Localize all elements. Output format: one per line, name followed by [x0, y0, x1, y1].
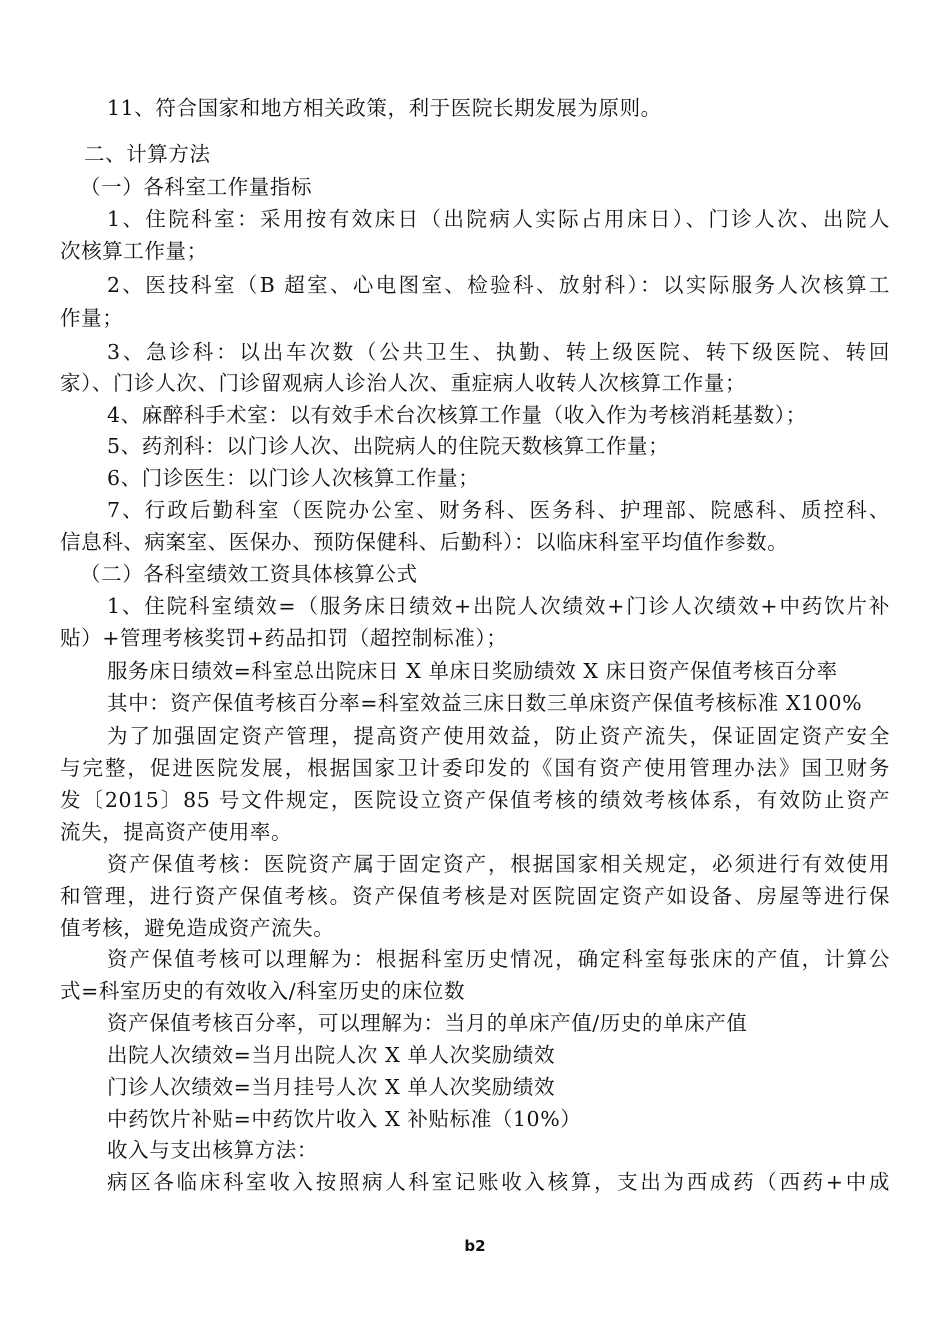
- text-line: 为了加强固定资产管理，提高资产使用效益，防止资产流失，保证固定资产安全: [107, 724, 890, 748]
- text-line: 次核算工作量；: [60, 239, 208, 263]
- text-line: 3、急诊科：以出车次数（公共卫生、执勤、转上级医院、转下级医院、转回: [107, 340, 890, 364]
- text-line: 7、行政后勤科室（医院办公室、财务科、医务科、护理部、院感科、质控科、: [107, 498, 890, 522]
- text-line: 值考核，避免造成资产流失。: [60, 916, 335, 940]
- subsection-heading: （二）各科室绩效工资具体核算公式: [80, 562, 418, 586]
- text-line: 发〔2015〕85 号文件规定，医院设立资产保值考核的绩效考核体系，有效防止资产: [60, 788, 890, 812]
- text-line: 资产保值考核可以理解为：根据科室历史情况，确定科室每张床的产值，计算公: [107, 947, 890, 971]
- text-line: 流失，提高资产使用率。: [60, 820, 293, 844]
- text-line: 病区各临床科室收入按照病人科室记账收入核算，支出为西成药（西药+中成: [107, 1170, 890, 1194]
- text-line: 11、符合国家和地方相关政策，利于医院长期发展为原则。: [107, 96, 662, 120]
- formula-line: 门诊人次绩效=当月挂号人次 X 单人次奖励绩效: [107, 1075, 556, 1099]
- formula-line: 服务床日绩效=科室总出院床日 X 单床日奖励绩效 X 床日资产保值考核百分率: [107, 659, 838, 683]
- text-line: 1、住院科室：采用按有效床日（出院病人实际占用床日）、门诊人次、出院人: [107, 207, 890, 231]
- subsection-heading: （一）各科室工作量指标: [80, 175, 313, 199]
- section-heading: 二、计算方法: [84, 142, 211, 166]
- text-line: 式=科室历史的有效收入/科室历史的床位数: [60, 979, 466, 1003]
- text-line: 4、麻醉科手术室：以有效手术台次核算工作量（收入作为考核消耗基数）；: [107, 403, 807, 427]
- page-number: b2: [464, 1237, 486, 1255]
- text-line: 6、门诊医生：以门诊人次核算工作量；: [107, 466, 480, 490]
- formula-line: 中药饮片补贴=中药饮片收入 X 补贴标准（10%）: [107, 1107, 582, 1131]
- text-line: 收入与支出核算方法：: [107, 1138, 318, 1162]
- text-line: 家）、门诊人次、门诊留观病人诊治人次、重症病人收转人次核算工作量；: [60, 371, 747, 395]
- formula-line: 资产保值考核百分率，可以理解为：当月的单床产值/历史的单床产值: [107, 1011, 748, 1035]
- text-line: 1、住院科室绩效=（服务床日绩效+出院人次绩效+门诊人次绩效+中药饮片补: [107, 594, 890, 618]
- text-line: 作量；: [60, 306, 124, 330]
- text-line: 5、药剂科：以门诊人次、出院病人的住院天数核算工作量；: [107, 434, 670, 458]
- formula-line: 出院人次绩效=当月出院人次 X 单人次奖励绩效: [107, 1043, 556, 1067]
- text-line: 2、医技科室（B 超室、心电图室、检验科、放射科）：以实际服务人次核算工: [107, 273, 890, 297]
- text-line: 信息科、病案室、医保办、预防保健科、后勤科）：以临床科室平均值作参数。: [60, 530, 789, 554]
- text-line: 和管理，进行资产保值考核。资产保值考核是对医院固定资产如设备、房屋等进行保: [60, 884, 890, 908]
- text-line: 贴）+管理考核奖罚+药品扣罚（超控制标准）；: [60, 626, 508, 650]
- text-line: 与完整，促进医院发展，根据国家卫计委印发的《国有资产使用管理办法》国卫财务: [60, 756, 890, 780]
- formula-line: 其中：资产保值考核百分率=科室效益三床日数三单床资产保值考核标准 X100%: [107, 691, 863, 715]
- text-line: 资产保值考核：医院资产属于固定资产，根据国家相关规定，必须进行有效使用: [107, 852, 890, 876]
